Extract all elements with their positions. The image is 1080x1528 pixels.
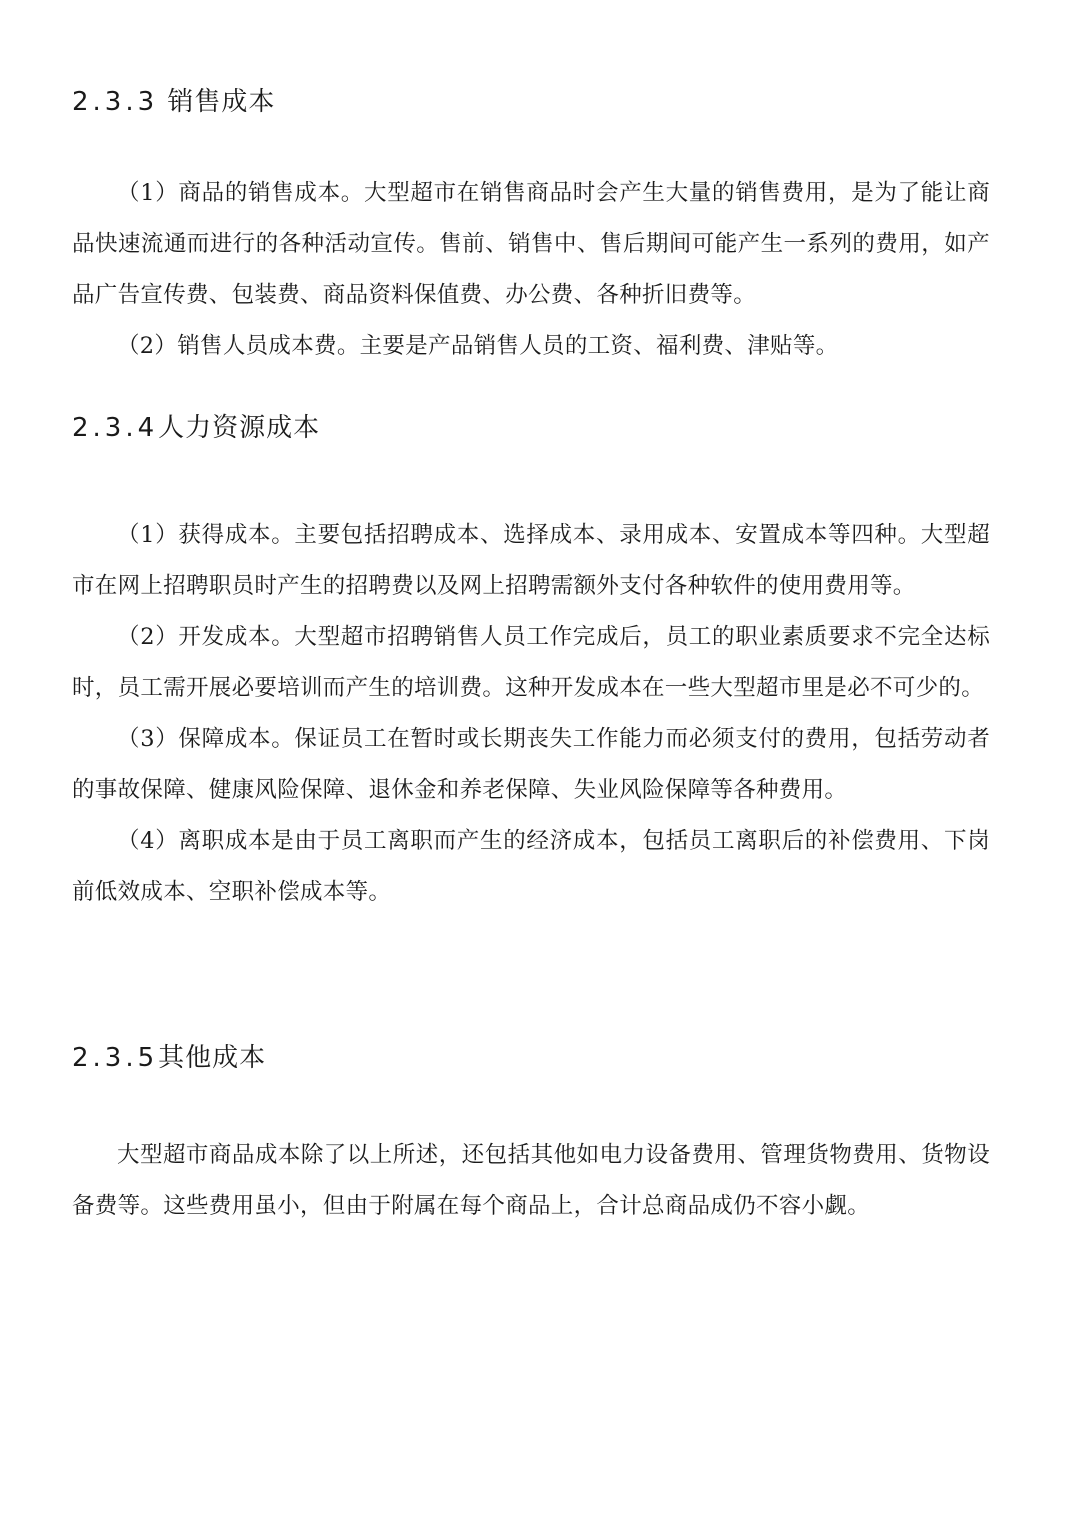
paragraph: （2）销售人员成本费。主要是产品销售人员的工资、福利费、津贴等。 bbox=[117, 333, 839, 359]
paragraph: （2）开发成本。大型超市招聘销售人员工作完成后，员工的职业素质要求不完全达标时，员工需开展必要培训而产生的培训费。这种开发成本在一些大型超市里是必不可少的。 bbox=[72, 624, 990, 701]
paragraph: （3）保障成本。保证员工在暂时或长期丧失工作能力而必须支付的费用，包括劳动者的事故保障、健康风险保障、退休金和养老保障、失业风险保障等各种费用。 bbox=[72, 726, 990, 803]
section-title: 销售成本 bbox=[167, 87, 276, 117]
section-heading bbox=[72, 1038, 990, 1078]
section-2-3-5 bbox=[72, 1038, 990, 1232]
section-2-3-4 bbox=[72, 408, 990, 918]
section-title: 其他成本 bbox=[158, 1043, 267, 1073]
section-number: 2.3.3 bbox=[72, 87, 159, 117]
section-number: 2.3.5 bbox=[72, 1043, 159, 1073]
section-heading bbox=[72, 82, 990, 122]
paragraph: 大型超市商品成本除了以上所述，还包括其他如电力设备费用、管理货物费用、货物设备费等。这些费用虽小，但由于附属在每个商品上，合计总商品成仍不容小觑。 bbox=[72, 1142, 990, 1219]
paragraph: （4）离职成本是由于员工离职而产生的经济成本，包括员工离职后的补偿费用、下岗前低效成本、空职补偿成本等。 bbox=[72, 828, 990, 905]
paragraph: （1）获得成本。主要包括招聘成本、选择成本、录用成本、安置成本等四种。大型超市在网上招聘职员时产生的招聘费以及网上招聘需额外支付各种软件的使用费用等。 bbox=[72, 522, 990, 599]
section-number: 2.3.4 bbox=[72, 413, 159, 443]
section-title: 人力资源成本 bbox=[158, 413, 321, 443]
section-heading bbox=[72, 408, 990, 448]
section-2-3-3 bbox=[72, 82, 990, 372]
paragraph: （1）商品的销售成本。大型超市在销售商品时会产生大量的销售费用，是为了能让商品快速流通而进行的各种活动宣传。售前、销售中、售后期间可能产生一系列的费用，如产品广告宣传费、包装费、商品资料保值费、办公费、各种折旧费等。 bbox=[72, 180, 990, 308]
